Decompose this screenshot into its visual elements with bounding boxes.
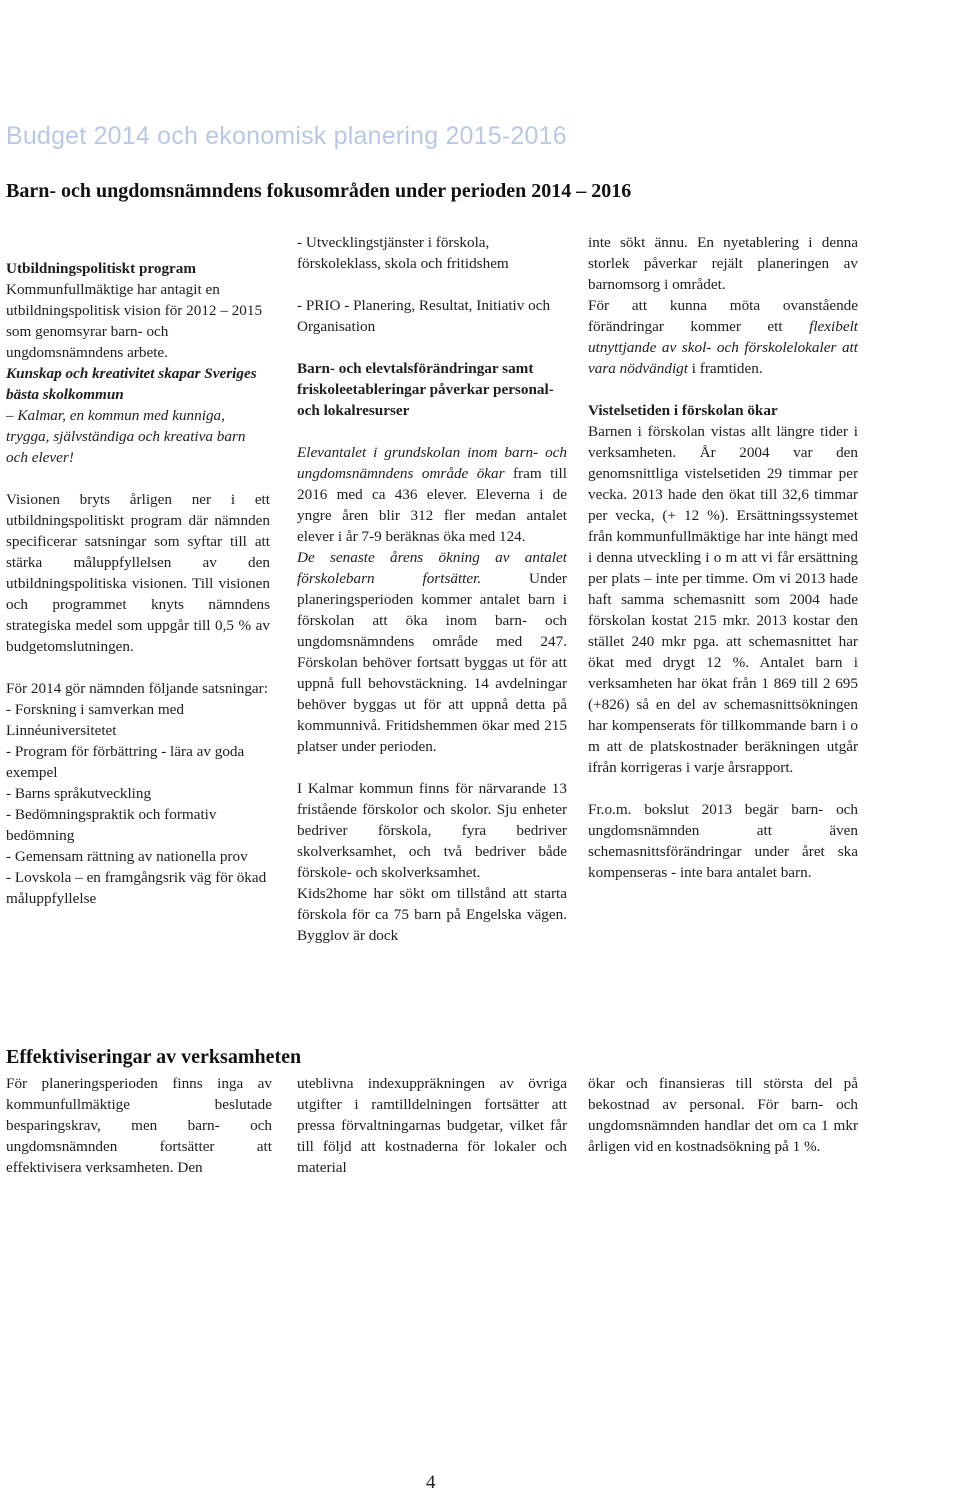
stay-time-heading: Vistelsetiden i förskolan ökar — [588, 402, 778, 419]
student-count-text: fram till 2016 med ca 436 elever. Eleverna i de yngre åren blir 312 fler medan antalet elever i år 7-9 beräknas öka med 124. — [297, 465, 567, 545]
preschool-paragraph — [297, 547, 567, 757]
page-number: 4 — [426, 1472, 436, 1493]
efficiency-column-2: uteblivna indexuppräkningen av övriga utgifter i ramtilldelningen fortsätter att pressa förvaltningarnas budgetar, vilket får till följd att kostnaderna för lokaler och material — [297, 1075, 567, 1176]
flexible-use-start: För att kunna möta ovanstående förändringar kommer ett — [588, 297, 858, 335]
flexible-use-paragraph — [588, 295, 858, 379]
column-3 — [588, 232, 858, 883]
initiative-item: - Program för förbättring - lära av goda exempel — [6, 743, 245, 781]
column-2 — [297, 232, 567, 946]
list-item: - PRIO - Planering, Resultat, Initiativ och Organisation — [297, 297, 551, 335]
column-1 — [6, 258, 270, 909]
list-item: - Utvecklingstjänster i förskola, förskoleklass, skola och fritidshem — [297, 234, 509, 272]
section-heading: Barn- och ungdomsnämndens fokusområden under perioden 2014 – 2016 — [6, 180, 632, 202]
student-count-paragraph — [297, 442, 567, 547]
program-intro: Kommunfullmäktige har antagit en utbildningspolitisk vision för 2012 – 2015 som genomsyrar barn- och ungdomsnämndens arbete. — [6, 281, 263, 361]
student-changes-heading: Barn- och elevtalsförändringar samt friskoleetableringar påverkar personal- och lokalresurser — [297, 360, 554, 419]
initiative-item: - Bedömningspraktik och formativ bedömning — [6, 806, 217, 844]
kids2home-paragraph: Kids2home har sökt om tillstånd att starta förskola för ca 75 barn på Engelska vägen. Bygglov är dock — [297, 885, 567, 944]
initiative-item: - Barns språkutveckling — [6, 785, 152, 802]
initiative-item: - Gemensam rättning av nationella prov — [6, 848, 248, 865]
independent-schools-paragraph: I Kalmar kommun finns för närvarande 13 fristående förskolor och skolor. Sju enheter bedriver förskola, fyra bedriver skolverksamhet, och två bedriver både förskole- och skolverksamhet. — [297, 780, 567, 881]
flexible-use-italic: flexibelt utnyttjande av skol- och förskolelokaler att vara nödvändigt — [588, 318, 859, 377]
compensation-paragraph: Fr.o.m. bokslut 2013 begär barn- och ungdomsnämnden att även schemasnittsförändringar under året ska kompenseras - inte bara antalet barn. — [588, 801, 858, 881]
student-count-italic: Elevantalet i grundskolan inom barn- och ungdomsnämndens område ökar — [297, 444, 567, 482]
vision-slogan: Kunskap och kreativitet skapar Sveriges bästa skolkommun — [6, 365, 257, 403]
document-title: Budget 2014 och ekonomisk planering 2015-2016 — [6, 122, 567, 150]
preschool-italic: De senaste årens ökning av antalet förskolebarn fortsätter. — [297, 549, 567, 587]
flexible-use-end: i framtiden. — [691, 360, 763, 377]
program-heading: Utbildningspolitiskt program — [6, 260, 197, 277]
efficiency-column-1: För planeringsperioden finns inga av kommunfullmäktige beslutade besparingskrav, men barn- och ungdomsnämnden fortsätter att effektivisera verksamheten. Den — [6, 1075, 272, 1176]
vision-paragraph: Visionen bryts årligen ner i ett utbildningspolitiskt program där nämnden specificerar satsningar som syftar till att stärka måluppfyllelsen av den utbildningspolitiska visionen. Till visionen och programmet knyts nämndens strategiska medel som uppgår till 0,5 % av budgetomslutningen. — [6, 491, 270, 655]
preschool-text: Under planeringsperioden kommer antalet barn i förskolan att öka inom barn- och ungdomsnämndens område med 247. Förskolan behöver fortsatt byggas ut för att uppnå full behovstäckning. 14 avdelningar behöver byggas ut för att uppnå detta på kommunnivå. Fritidshemmen ökar med 215 platser under perioden. — [297, 570, 567, 755]
vision-subtitle: – Kalmar, en kommun med kunniga, trygga, självständiga och kreativa barn och elever! — [6, 407, 246, 466]
new-establishment-paragraph: inte sökt ännu. En nyetablering i denna storlek påverkar rejält planeringen av barnomsorg i området. — [588, 234, 858, 293]
initiative-item: - Forskning i samverkan med Linnéuniversitetet — [6, 701, 185, 739]
efficiency-heading: Effektiviseringar av verksamheten — [6, 1046, 302, 1068]
stay-time-paragraph: Barnen i förskolan vistas allt längre tider i verksamheten. År 2004 var den genomsnittliga vistelsetiden 29 timmar per vecka. 2013 hade den ökat till 32,6 timmar per vecka, (+ 12 %). Ersättningssystemet från kommunfullmäktige har inte hängt med i denna utveckling i o m att vi får ersättning per plats – inte per timme. Om vi 2013 hade haft samma schemasnitt som 2004 hade förskolan kostat 215 mkr. 2013 kostar den stället 240 mkr pga. att schemasnittet har ökat med drygt 12 %. Antalet barn i verksamheten har ökat från 1 869 till 2 695 (+826) så en del av schemasnittsökningen har kompenserats för tillkommande barn i o m att de platskostnader beräkningen utgår ifrån korrigeras i varje årsrapport. — [588, 423, 858, 776]
initiative-item: - Lovskola – en framgångsrik väg för ökad måluppfyllelse — [6, 869, 267, 907]
initiatives-intro: För 2014 gör nämnden följande satsningar: — [6, 680, 268, 697]
efficiency-column-3: ökar och finansieras till största del på bekostnad av personal. För barn- och ungdomsnämnden handlar det om ca 1 mkr årligen vid en kostnadsökning på 1 %. — [588, 1075, 858, 1155]
